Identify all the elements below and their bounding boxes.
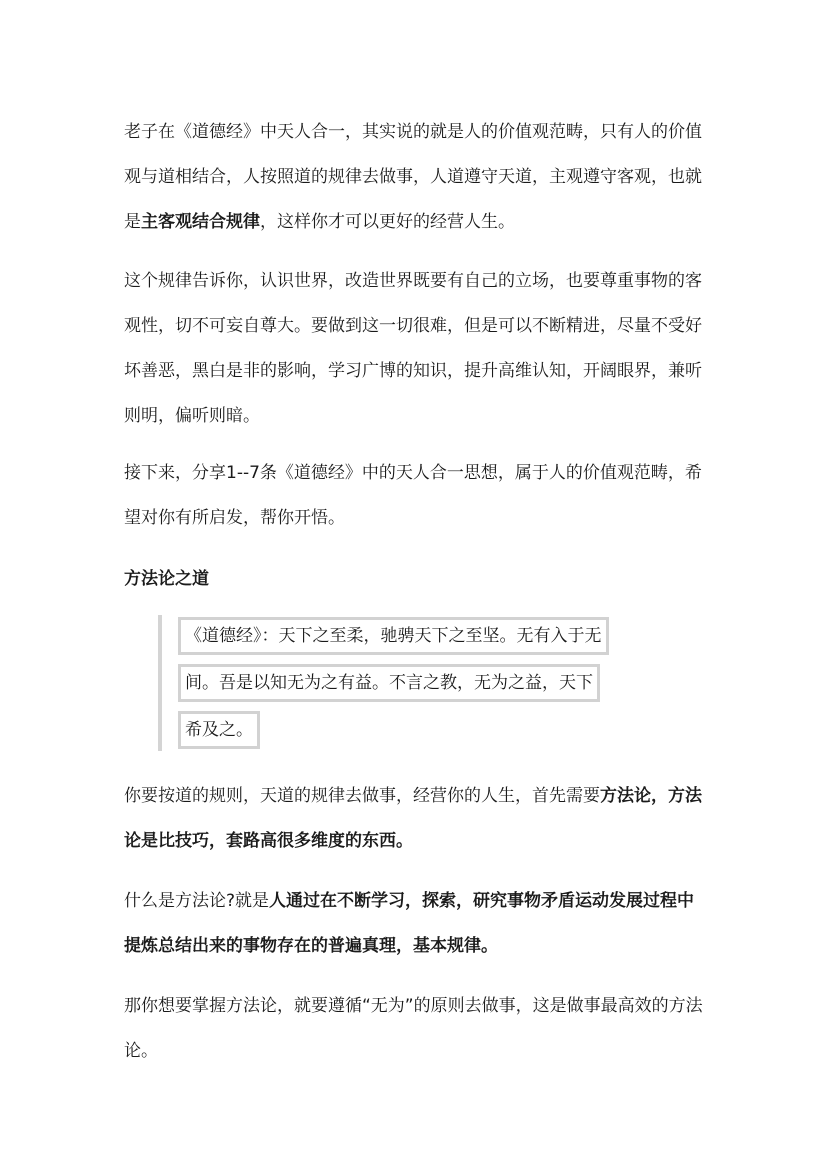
- bold-phrase: 人通过在不断学习，探索，研究事物矛盾运动发展过程中提炼总结出来的事物存在的普遍真理，基本规律。: [124, 891, 695, 956]
- quote-line: 《道德经》：天下之至柔，驰骋天下之至坚。无有入于无: [178, 617, 609, 655]
- quote-block: [158, 615, 662, 751]
- bold-phrase: 方法论，方法论是比技巧，套路高很多维度的东西。: [124, 786, 702, 851]
- paragraph-text: 老子在《道德经》中天人合一，其实说的就是人的价值观范畴，只有人的价值观与道相结合，人按照道的规律去做事，人道遵守天道，主观遵守客观，也就是: [124, 122, 702, 232]
- quote-line: 间。吾是以知无为之有益。不言之教，无为之益，天下: [178, 664, 600, 702]
- paragraph-guilv: 这个规律告诉你，认识世界，改造世界既要有自己的立场，也要尊重事物的客观性，切不可妄自尊大。要做到这一切很难，但是可以不断精进，尽量不受好坏善恶，黑白是非的影响，学习广博的知识，提升高维认知，开阔眼界，兼听则明，偏听则暗。: [124, 271, 702, 426]
- paragraph-text: 你要按道的规则，天道的规律去做事，经营你的人生，首先需要: [124, 786, 600, 806]
- paragraph-text: 什么是方法论?就是: [124, 891, 270, 911]
- section-heading: 方法论之道: [124, 569, 209, 589]
- bold-phrase: 主客观结合规律: [141, 212, 260, 232]
- paragraph-text: ，这样你才可以更好的经营人生。: [260, 212, 515, 232]
- paragraph-share: 接下来，分享1--7条《道德经》中的天人合一思想，属于人的价值观范畴，希望对你有所启发，帮你开悟。: [124, 463, 702, 528]
- quote-line: 希及之。: [178, 711, 260, 749]
- paragraph-tianrenheyi: [124, 110, 704, 245]
- paragraph-wuwei: 那你想要掌握方法论，就要遵循“无为”的原则去做事，这是做事最高效的方法论。: [124, 996, 703, 1061]
- paragraph-definition: [124, 879, 704, 969]
- paragraph-methodology: [124, 774, 704, 864]
